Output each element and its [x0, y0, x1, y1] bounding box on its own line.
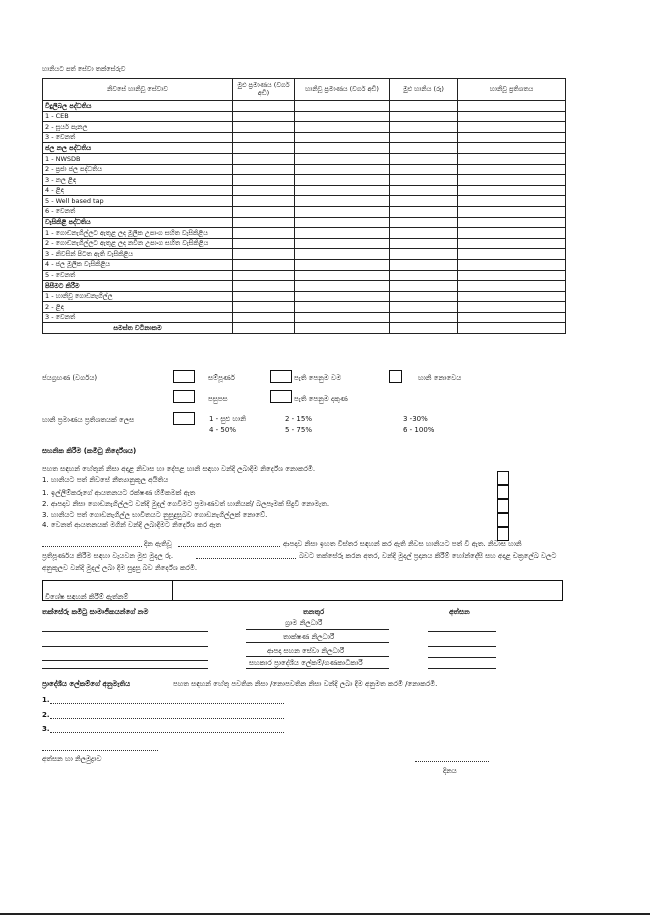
section-row: [43, 101, 566, 112]
item-row-cell[interactable]: [390, 291, 458, 302]
status-left-side-checkbox[interactable]: [270, 370, 292, 383]
item-row-cell[interactable]: [233, 206, 295, 217]
approval-label: ප්‍රාදේශීය ලේකම්ගේ අනුමැතිය: [42, 680, 131, 688]
position-line-3: [246, 668, 389, 669]
status-no-damage-label: හානි නොවෙය: [418, 374, 462, 382]
status-right-side-label: පැති පෙනුම දකුණ: [294, 395, 348, 403]
paragraph-line-2b: බවට තක්සේරු කරන අතර, වන්දි මුදල් ප්‍රදානය කිරීම් හෝන්දේසි සහ අදාළ චක්‍රලේඛ වලට: [299, 552, 557, 560]
reason-item-3: 3. හානියට පත් ගොඩනැගිල්ල භාවිතයට නුසුදුසුබව ගොඩනැගිල්ලක් නොවේ.: [42, 511, 268, 519]
committee-name-header: තක්සේරු කමිටු සාමාජිකයන්ගේ නම: [42, 608, 149, 616]
section-row: [43, 143, 566, 154]
item-row: [43, 175, 566, 186]
percent-option-1: 1 - සුළු හානි: [209, 415, 246, 423]
item-row-cell[interactable]: [233, 175, 295, 186]
item-row: [43, 291, 566, 302]
item-row-cell[interactable]: [458, 132, 566, 143]
status-complete-checkbox[interactable]: [173, 370, 195, 383]
item-row-cell[interactable]: [458, 291, 566, 302]
reason-item-1: 1. ඉල්ලීම්කරුගේ ආයතනයට රක්ෂණ හිමිකමක් ඇත: [42, 489, 196, 497]
item-row-cell[interactable]: [458, 312, 566, 323]
item-row-cell[interactable]: [295, 111, 390, 122]
item-row: [43, 312, 566, 323]
position-line-1: [246, 642, 389, 643]
reason-checkbox-2[interactable]: [497, 499, 509, 513]
item-row-cell[interactable]: [390, 259, 458, 270]
item-row-label: 1 - CEB: [43, 111, 233, 122]
section-row-cell[interactable]: [295, 101, 390, 112]
item-row-label: 3 - වෙනත්: [43, 312, 233, 323]
section-row-cell[interactable]: [295, 143, 390, 154]
item-row-cell[interactable]: [295, 206, 390, 217]
section-row-cell[interactable]: [458, 217, 566, 228]
item-row-label: 1 - ගොඩනැගිල්ලට ඇතුළ ලද මූලික උපාංග සහිත වැසිකිළිය: [43, 228, 233, 239]
item-row-label: 2 - ප්‍රජා ජල පද්ධතිය: [43, 164, 233, 175]
item-row-cell[interactable]: [295, 270, 390, 281]
committee-position-header: තනතුර: [303, 608, 325, 616]
item-row-cell[interactable]: [458, 249, 566, 260]
percent-checkbox[interactable]: [173, 412, 195, 425]
item-row: [43, 259, 566, 270]
member-name-line-1[interactable]: [42, 631, 208, 632]
item-row-cell[interactable]: [233, 312, 295, 323]
item-row-cell[interactable]: [390, 206, 458, 217]
table-body: [43, 101, 566, 334]
section-row-cell[interactable]: [295, 217, 390, 228]
item-row-cell[interactable]: [295, 291, 390, 302]
item-row: [43, 132, 566, 143]
percent-option-2: 2 - 15%: [285, 415, 312, 423]
total-row-cell[interactable]: [390, 323, 458, 334]
approval-line-1[interactable]: [50, 703, 284, 704]
status-no-damage-checkbox[interactable]: [389, 370, 402, 383]
date-fill-line[interactable]: [42, 546, 142, 547]
reason-checkbox-1[interactable]: [497, 485, 509, 499]
item-row: [43, 228, 566, 239]
item-row-cell[interactable]: [295, 175, 390, 186]
item-row-cell[interactable]: [390, 196, 458, 207]
position-0: ග්‍රාම නිලධාරී: [285, 619, 323, 627]
item-row-label: 4 - ළිඳ: [43, 185, 233, 196]
col-header-total-area: මුළු ප්‍රමාණය (වර්ග අඩි): [233, 79, 295, 101]
item-row-cell[interactable]: [458, 206, 566, 217]
item-row-cell[interactable]: [458, 175, 566, 186]
item-row-cell[interactable]: [295, 164, 390, 175]
section-row-cell[interactable]: [390, 101, 458, 112]
amount-fill-line[interactable]: [196, 558, 296, 559]
percent-label: හානි ප්‍රමාණය ප්‍රතිශතයක් ලෙස: [42, 416, 135, 424]
reason-checkbox-4[interactable]: [497, 527, 509, 541]
col-header-total-loss: මුළු හානිය (රු): [390, 79, 458, 101]
item-row-cell[interactable]: [458, 153, 566, 164]
document-title: හානියට පත් සේවා තක්සේරුව: [42, 65, 126, 73]
item-row-cell[interactable]: [233, 228, 295, 239]
total-row: [43, 323, 566, 334]
item-row-cell[interactable]: [458, 122, 566, 133]
item-row-label: 5 - Well based tap: [43, 196, 233, 207]
member-name-line-2[interactable]: [42, 646, 208, 647]
item-row-label: 2 - සූර්ය පැනල: [43, 122, 233, 133]
signature-line-4[interactable]: [428, 668, 496, 669]
reason-checkbox-3[interactable]: [497, 513, 509, 527]
item-row-cell[interactable]: [233, 249, 295, 260]
item-row-cell[interactable]: [295, 302, 390, 313]
total-row-cell[interactable]: [233, 323, 295, 334]
member-name-line-3[interactable]: [42, 660, 208, 661]
position-line-0: [246, 629, 389, 630]
page-bottom-rule: [0, 913, 650, 915]
item-row-cell[interactable]: [458, 111, 566, 122]
section-row: [43, 281, 566, 292]
section-row-label: පිසීමට කිරීම: [43, 281, 233, 292]
committee-signature-header: අත්සන: [449, 608, 470, 616]
signature-line-2[interactable]: [428, 646, 496, 647]
item-row-cell[interactable]: [390, 249, 458, 260]
item-row: [43, 238, 566, 249]
position-2: ආපදා සහන සේවා නිලධාරී: [267, 647, 345, 655]
member-name-line-4[interactable]: [42, 668, 208, 669]
item-row-cell[interactable]: [233, 153, 295, 164]
section-row-cell[interactable]: [295, 281, 390, 292]
percent-option-3: 3 -30%: [403, 415, 428, 423]
item-row-cell[interactable]: [390, 122, 458, 133]
item-row-cell[interactable]: [295, 249, 390, 260]
item-row-cell[interactable]: [295, 196, 390, 207]
item-row-label: 5 - වෙනත්: [43, 270, 233, 281]
item-row-cell[interactable]: [295, 132, 390, 143]
item-row-label: 3 - වෙනත්: [43, 132, 233, 143]
item-row: [43, 196, 566, 207]
section-row-cell[interactable]: [390, 217, 458, 228]
paragraph-line-2a: ප්‍රතිපූර්ණය කිරීම සඳහා වැයවන මුළු මුදල රු.: [42, 552, 174, 560]
item-row-cell[interactable]: [295, 312, 390, 323]
item-row-cell[interactable]: [233, 164, 295, 175]
section-row-cell[interactable]: [233, 143, 295, 154]
item-row-cell[interactable]: [458, 302, 566, 313]
percent-option-4: 4 - 50%: [209, 426, 236, 434]
item-row-cell[interactable]: [233, 122, 295, 133]
item-row: [43, 302, 566, 313]
approval-line-2[interactable]: [50, 718, 284, 719]
item-row-cell[interactable]: [458, 238, 566, 249]
item-row: [43, 153, 566, 164]
item-row-cell[interactable]: [233, 291, 295, 302]
section-row-label: වැසිකිළි පද්ධතිය: [43, 217, 233, 228]
item-row-cell[interactable]: [233, 132, 295, 143]
services-damage-table: [42, 78, 566, 334]
paragraph-line-1a: දින ඇතිවූ: [144, 540, 172, 548]
special-notes-label: විශේෂ සඳහන් කිරීම් ඇත්නම්: [45, 593, 129, 601]
item-row-cell[interactable]: [233, 196, 295, 207]
item-row: [43, 164, 566, 175]
item-row-label: 6 - වෙනත්: [43, 206, 233, 217]
item-row-cell[interactable]: [233, 111, 295, 122]
approval-line-label-3: 3.: [42, 725, 50, 733]
item-row-label: 4 - ජල මූලික වැසිකිළිය: [43, 259, 233, 270]
item-row-label: 2 - ළිඳ: [43, 302, 233, 313]
col-header-damaged-area: හානිවූ ප්‍රමාණය (වර්ග අඩි): [295, 79, 390, 101]
item-row-cell[interactable]: [390, 238, 458, 249]
section-row-cell[interactable]: [233, 217, 295, 228]
recommendation-intro: පහත සඳහන් හේතුන් නිසා අදාළ නිවාස හා දේපළ හානි සඳහා වන්දි ලබාදීම නිර්දේශ නොකරමි.: [42, 465, 316, 473]
date-label: දිනය: [443, 767, 457, 775]
total-row-cell[interactable]: [295, 323, 390, 334]
status-rear-checkbox[interactable]: [173, 390, 195, 403]
status-right-side-checkbox[interactable]: [270, 390, 292, 403]
item-row-cell[interactable]: [458, 185, 566, 196]
item-row: [43, 206, 566, 217]
percent-option-6: 6 - 100%: [403, 426, 435, 434]
section-row-cell[interactable]: [233, 281, 295, 292]
col-header-service: නිවසේ හානිවූ සේවාව: [43, 79, 233, 101]
approval-text: පහත සඳහන් හේතු පවතින නිසා /නොපවතින නිසා වන්දි ලබා දීම අනුමත කරමි /නොකරමි.: [173, 680, 438, 688]
item-row-cell[interactable]: [390, 302, 458, 313]
status-complete-label: සම්පූර්ණ: [208, 374, 235, 382]
approval-line-3[interactable]: [50, 732, 284, 733]
section-row-cell[interactable]: [458, 101, 566, 112]
item-row: [43, 249, 566, 260]
item-row-cell[interactable]: [295, 228, 390, 239]
section-row: [43, 217, 566, 228]
section-row-cell[interactable]: [458, 281, 566, 292]
special-notes-input[interactable]: [173, 581, 562, 600]
reason-item-2: 2. ආපදාව නිසා ගොඩනැගිල්ලට වන්දි මුදල් ගෙවීමට ප්‍රමාණවත් හානියක්/ බලපෑමක් සිදුවී නොමැත.: [42, 500, 330, 508]
reason-checkbox-0[interactable]: [497, 471, 509, 485]
item-row: [43, 111, 566, 122]
item-row-cell[interactable]: [295, 259, 390, 270]
position-1: තාක්ෂණ නිලධාරී: [283, 633, 335, 641]
section-row-cell[interactable]: [390, 281, 458, 292]
status-left-side-label: පැති පෙනුම වම: [294, 374, 342, 382]
item-row-cell[interactable]: [295, 153, 390, 164]
sign-seal-line[interactable]: [42, 750, 158, 751]
reason-item-0: 1. හානියට පත් නිවසේ නීත්‍යානුකූල අයිතිය: [42, 476, 169, 484]
reason-item-4: 4. වෙනත් ආයතනයක් මගින් වන්දි ලබාදීමට නිර්දේශ කර ඇත: [42, 521, 222, 529]
item-row-cell[interactable]: [295, 122, 390, 133]
item-row: [43, 185, 566, 196]
item-row-label: 2 - ගොඩනැගිල්ලට ඇතුළ ලද නවීන උපාංග සහිත වැසිකිළිය: [43, 238, 233, 249]
date-line[interactable]: [415, 761, 489, 762]
disaster-fill-line[interactable]: [178, 546, 280, 547]
status-label: ජයග්‍රහණ (වර්ගය): [42, 374, 98, 382]
position-3: සහකාර ප්‍රාදේශීය ලේකම්/ගණකාධිකාරී: [249, 659, 363, 667]
item-row-label: 1 - හානිවූ ගොඩනැගිල්ල: [43, 291, 233, 302]
item-row-cell[interactable]: [390, 270, 458, 281]
sign-seal-label: අත්සන හා නිලමුද්‍රාව: [42, 755, 102, 763]
total-row-label: සමස්ත වටිනාකම: [43, 323, 233, 334]
item-row-cell[interactable]: [390, 132, 458, 143]
approval-line-label-1: 1.: [42, 696, 50, 704]
section-row-cell[interactable]: [390, 143, 458, 154]
item-row-cell[interactable]: [390, 111, 458, 122]
item-row-cell[interactable]: [458, 259, 566, 270]
item-row-cell[interactable]: [390, 164, 458, 175]
signature-line-3[interactable]: [428, 657, 496, 658]
item-row-cell[interactable]: [295, 185, 390, 196]
item-row-cell[interactable]: [390, 185, 458, 196]
approval-line-label-2: 2.: [42, 711, 50, 719]
col-header-damage-percent: හානිවූ ප්‍රතිශතය: [458, 79, 566, 101]
item-row-cell[interactable]: [390, 228, 458, 239]
position-line-2: [246, 656, 389, 657]
total-row-cell[interactable]: [458, 323, 566, 334]
percent-option-5: 5 - 75%: [285, 426, 312, 434]
item-row-cell[interactable]: [233, 270, 295, 281]
item-row-cell[interactable]: [295, 238, 390, 249]
item-row-cell[interactable]: [390, 153, 458, 164]
item-row-cell[interactable]: [233, 302, 295, 313]
paragraph-line-3: අනුකූලව වන්දි මුදල් ලබා දීම සුදුසු බව නිර්දේශ කරමි.: [42, 564, 198, 572]
item-row-label: 1 - NWSDB: [43, 153, 233, 164]
item-row: [43, 122, 566, 133]
item-row-cell[interactable]: [233, 238, 295, 249]
item-row-cell[interactable]: [458, 270, 566, 281]
status-rear-label: පසුපස: [208, 395, 228, 403]
item-row-label: 3 - නිවසින් පිටත ඇති වැසිකිළිය: [43, 249, 233, 260]
section-row-cell[interactable]: [233, 101, 295, 112]
item-row-cell[interactable]: [390, 312, 458, 323]
item-row-cell[interactable]: [458, 196, 566, 207]
item-row-cell[interactable]: [233, 259, 295, 270]
item-row-cell[interactable]: [458, 228, 566, 239]
recommendation-title: සහනික කිරීම (කමිටු නිර්දේශය): [42, 447, 137, 455]
signature-line-1[interactable]: [428, 631, 496, 632]
item-row-cell[interactable]: [390, 175, 458, 186]
item-row-cell[interactable]: [233, 185, 295, 196]
item-row-cell[interactable]: [458, 164, 566, 175]
item-row: [43, 270, 566, 281]
section-row-label: ජල නල පද්ධතිය: [43, 143, 233, 154]
section-row-label: විදුලිබල පද්ධතිය: [43, 101, 233, 112]
section-row-cell[interactable]: [458, 143, 566, 154]
paragraph-line-1b: ආපදාව නිසා ඉහත විස්තර සඳහන් කර ඇති නිවස හානියට පත් වී ඇත. නිවාස හානි: [283, 540, 522, 548]
item-row-label: 3 - නල ළිඳ: [43, 175, 233, 186]
